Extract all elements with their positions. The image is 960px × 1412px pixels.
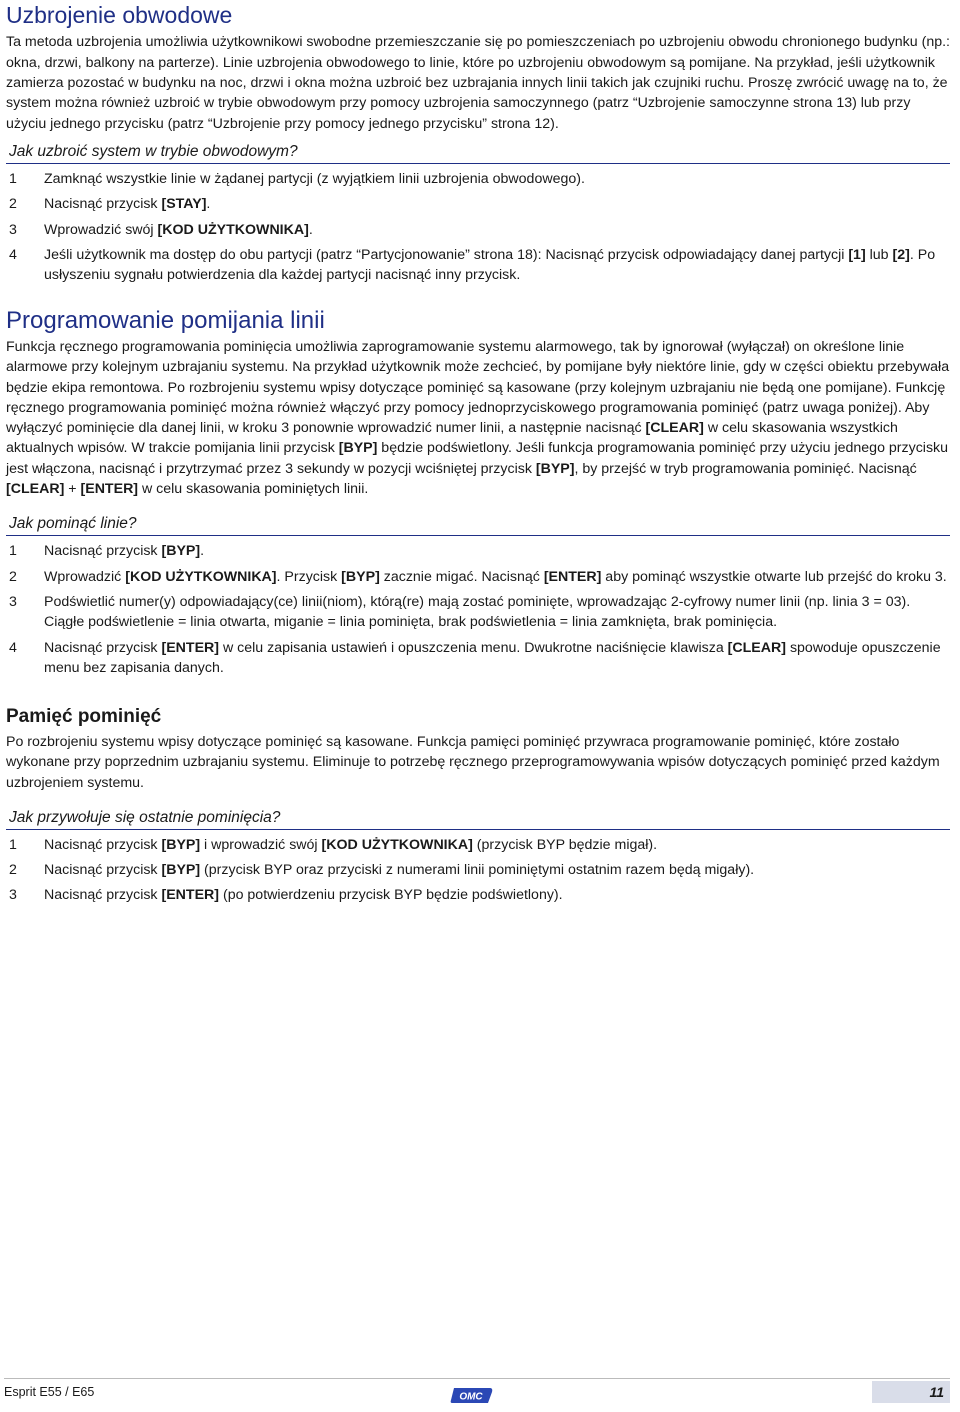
text-run: w celu zapisania ustawień i opuszczenia menu. Dwukrotne naciśnięcie klawisza: [219, 639, 728, 656]
text-run: Jeśli użytkownik ma dostęp do obu partycji (patrz “Partycjonowanie” strona 18): Nacisnąć przycisk odpowiadający danej partycji: [44, 246, 849, 263]
text-run: Nacisnąć przycisk: [44, 639, 162, 656]
step-text: [44, 541, 950, 561]
text-run: będzie podświetlony. Jeśli funkcja programowania pominięć przy użyciu jednego przycisku jest włączona, nacisnąć i przytrzymać przez 3 sekundy w pozycji wciśniętej przycisk: [6, 440, 949, 477]
text-run: Podświetlić numer(y) odpowiadający(ce) linii(niom), którą(re) mają zostać pominięte, wprowadzając 2-cyfrowy numer linii (np. linia 3 = 03). Ciągłe podświetlenie = linia otwarta, miganie = linia pominięta, brak podświetlenia = linia zamknięta, brak pominięcia.: [44, 593, 911, 631]
perimeter-arming-steps: [6, 169, 950, 285]
text-run: i wprowadzić swój: [200, 836, 322, 853]
list-item: [6, 835, 950, 855]
step-text: [44, 194, 950, 214]
step-number: 4: [9, 246, 17, 263]
text-run: Nacisnąć przycisk: [44, 887, 162, 904]
text-run: Nacisnąć przycisk: [44, 836, 162, 853]
key-label: [KOD UŻYTKOWNIKA]: [321, 836, 473, 853]
key-label: [ENTER]: [80, 481, 139, 498]
step-text: [44, 220, 950, 240]
step-text: [44, 169, 950, 189]
step-text: [44, 885, 950, 905]
key-label: [2]: [892, 246, 910, 263]
step-number: 1: [9, 836, 17, 853]
text-run: zacznie migać. Nacisnąć: [379, 568, 544, 585]
text-run: w celu skasowania pominiętych linii.: [138, 481, 369, 498]
section-title-perimeter-arming: Uzbrojenie obwodowe: [6, 2, 233, 28]
text-run: Nacisnąć przycisk: [44, 862, 162, 879]
list-item: [6, 885, 950, 905]
key-label: [ENTER]: [543, 568, 602, 585]
step-number: 2: [9, 862, 17, 879]
list-item: [6, 592, 950, 633]
document-page: [6, 0, 950, 906]
key-label: [STAY]: [161, 196, 207, 213]
text-run: .: [206, 196, 211, 213]
text-run: (przycisk BYP oraz przyciski z numerami linii pominiętymi ostatnim razem będą migały).: [200, 862, 755, 879]
logo-text: OMC: [459, 1391, 483, 1403]
key-label: [BYP]: [338, 440, 378, 457]
text-run: +: [64, 481, 81, 498]
key-label: [CLEAR]: [645, 420, 704, 437]
list-item: [6, 638, 950, 679]
key-label: [ENTER]: [161, 887, 220, 904]
step-number: 1: [9, 170, 17, 187]
step-text: [44, 860, 950, 880]
section-title-bypass-programming: Programowanie pomijania linii: [6, 307, 325, 335]
key-label: [BYP]: [535, 460, 575, 477]
key-label: [KOD UŻYTKOWNIKA]: [125, 568, 277, 585]
list-item: [6, 245, 950, 286]
step-text: [44, 835, 950, 855]
list-item: [6, 541, 950, 561]
step-text: [44, 592, 950, 633]
step-number: 2: [9, 196, 17, 213]
step-number: 3: [9, 221, 17, 238]
key-label: [BYP]: [161, 543, 201, 560]
page-footer: [4, 1378, 950, 1409]
text-run: w celu skasowania wszystkich aktualnych wpisów. W trakcie pomijania linii przycisk: [6, 420, 898, 457]
list-item: [6, 194, 950, 214]
step-text: [44, 245, 950, 286]
list-item: [6, 220, 950, 240]
key-label: [CLEAR]: [727, 639, 786, 656]
text-run: Wprowadzić: [44, 568, 126, 585]
text-run: Zamknąć wszystkie linie w żądanej partycji (z wyjątkiem linii uzbrojenia obwodowego).: [44, 170, 585, 187]
bypass-recall-question: Jak przywołuje się ostatnie pominięcia?: [6, 809, 950, 830]
section-title-bypass-recall: Pamięć pominięć: [6, 706, 162, 728]
footer-model: Esprit E55 / E65: [4, 1385, 95, 1399]
key-label: [CLEAR]: [6, 481, 65, 498]
text-run: Nacisnąć przycisk: [44, 543, 162, 560]
perimeter-arming-question: Jak uzbroić system w trybie obwodowym?: [6, 143, 950, 164]
bypass-question: Jak pominąć linie?: [6, 515, 950, 536]
text-run: .: [308, 221, 313, 238]
text-run: Funkcja ręcznego programowania pominięcia umożliwia zaprogramowanie systemu alarmowego, tak by ignorował (wyłączał) on określone linie alarmowe przy kolejnym uzbrajaniu systemu. Na przykład użytkownik może zechcieć, by pomijane były niektóre linie, gdy w części obiektu przebywała będzie ekipa remontowa. Po rozbrojeniu systemu wpisy dotyczące pominięć są kasowane (przy kolejnym uzbrajaniu nie będą one pomijane). Funkcję ręcznego programowania pominięć można również włączyć przy pomocy jednoprzyciskowego programowania pominięć (patrz uwaga poniżej). Aby wyłączyć pominięcie dla danej linii, w kroku 3 ponownie wprowadzić numer linii, a następnie nacisnąć: [6, 339, 950, 437]
text-run: .: [200, 543, 205, 560]
page-number: 11: [872, 1381, 950, 1403]
step-number: 2: [9, 568, 17, 585]
step-number: 3: [9, 593, 17, 610]
step-text: [44, 567, 950, 587]
step-number: 3: [9, 887, 17, 904]
key-label: [KOD UŻYTKOWNIKA]: [157, 221, 309, 238]
text-run: Nacisnąć przycisk: [44, 196, 162, 213]
list-item: [6, 860, 950, 880]
text-run: Wprowadzić swój: [44, 221, 158, 238]
bypass-programming-paragraph: [6, 337, 950, 499]
bypass-steps: [6, 541, 950, 678]
omc-logo-icon: [450, 1385, 494, 1405]
text-run: (po potwierdzeniu przycisk BYP będzie podświetlony).: [219, 887, 563, 904]
step-text: [44, 638, 950, 679]
text-run: , by przejść w tryb programowania pominięć. Nacisnąć: [574, 460, 917, 477]
step-number: 1: [9, 543, 17, 560]
text-run: (przycisk BYP będzie migał).: [472, 836, 658, 853]
step-number: 4: [9, 639, 17, 656]
key-label: [1]: [848, 246, 866, 263]
key-label: [BYP]: [161, 862, 201, 879]
text-run: aby pominąć wszystkie otwarte lub przejść do kroku 3.: [601, 568, 947, 585]
key-label: [ENTER]: [161, 639, 220, 656]
text-run: . Przycisk: [276, 568, 342, 585]
list-item: [6, 567, 950, 587]
text-run: . Po usłyszeniu sygnału potwierdzenia dla każdej partycji nacisnąć inny przycisk.: [44, 246, 936, 284]
key-label: [BYP]: [341, 568, 380, 585]
text-run: spowoduje opuszczenie menu bez zapisania danych.: [44, 639, 941, 676]
perimeter-arming-paragraph: Ta metoda uzbrojenia umożliwia użytkownikowi swobodne przemieszczanie się po pomieszczeniach po uzbrojeniu obwodu chronionego budynku (np.: okna, drzwi, balkony na parterze). Linie uzbrojenia obwodowego to linie, które po uzbrojeniu obwodowym są pomijane. Na przykład, jeśli użytkownik zamierza pozostać w budynku na noc, drzwi i okna można uzbroić bez uzbrajania innych linii takich jak czujniki ruchu. Proszę zwrócić uwagę na to, że system można również uzbroić w trybie obwodowym przy pomocy uzbrojenia samoczynnego (patrz “Uzbrojenie samoczynne strona 13) lub przy użyciu jednego przycisku (patrz “Uzbrojenie przy pomocy jednego przycisku” strona 12).: [6, 34, 951, 132]
bypass-recall-steps: [6, 835, 950, 906]
text-run: lub: [865, 246, 893, 263]
bypass-recall-paragraph: Po rozbrojeniu systemu wpisy dotyczące pominięć są kasowane. Funkcja pamięci pominięć przywraca programowanie pominięć, które zostało wykonane przy poprzednim uzbrajaniu systemu. Eliminuje to potrzebę ręcznego przeprogramowywania wpisów dotyczących pominięć przed każdym uzbrojeniem systemu.: [6, 733, 940, 791]
key-label: [BYP]: [161, 836, 201, 853]
list-item: [6, 169, 950, 189]
